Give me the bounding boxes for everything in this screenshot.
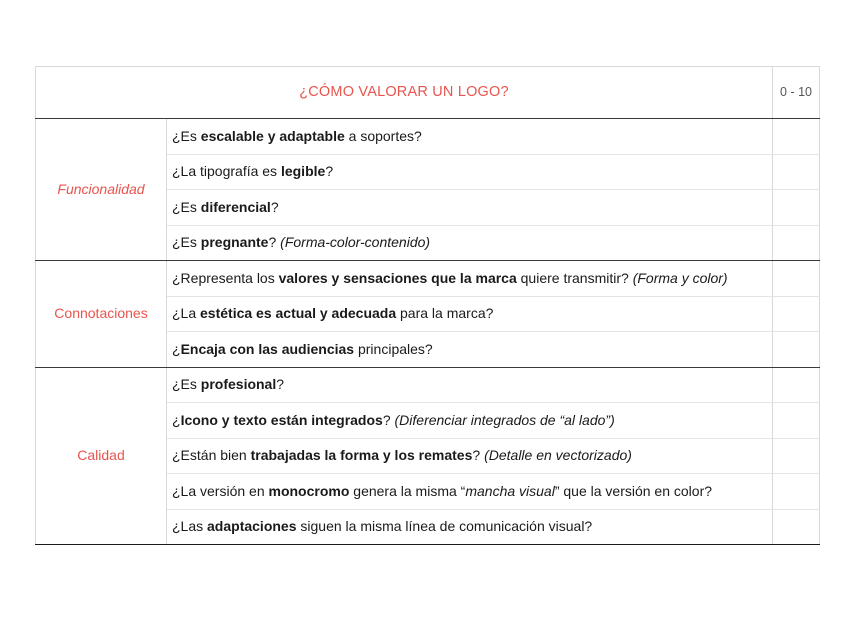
logo-evaluation-sheet bbox=[35, 66, 819, 545]
question-emphasis: escalable y adaptable bbox=[200, 127, 345, 144]
score-cell[interactable] bbox=[773, 119, 820, 155]
question-emphasis: adaptaciones bbox=[207, 518, 297, 535]
category-label: Calidad bbox=[36, 367, 167, 545]
category-label: Connotaciones bbox=[36, 261, 167, 368]
question-text bbox=[167, 438, 773, 474]
question-fragment: ¿Es bbox=[172, 127, 201, 144]
question-text bbox=[167, 474, 773, 510]
question-emphasis: trabajadas la forma y los remates bbox=[250, 447, 473, 464]
question-fragment: ¿La versión en bbox=[172, 482, 269, 499]
question-text bbox=[167, 367, 773, 403]
score-cell[interactable] bbox=[773, 367, 820, 403]
question-emphasis: diferencial bbox=[200, 198, 271, 215]
question-fragment: principales? bbox=[354, 340, 433, 357]
question-emphasis: profesional bbox=[200, 376, 277, 393]
question-fragment: siguen la misma línea de comunicación visual? bbox=[296, 518, 593, 535]
score-cell[interactable] bbox=[773, 225, 820, 261]
question-text bbox=[167, 332, 773, 368]
score-cell[interactable] bbox=[773, 474, 820, 510]
question-row bbox=[36, 367, 820, 403]
score-cell[interactable] bbox=[773, 261, 820, 297]
score-cell[interactable] bbox=[773, 154, 820, 190]
evaluation-table-body bbox=[36, 67, 820, 545]
question-text bbox=[167, 261, 773, 297]
question-fragment: ¿Es bbox=[172, 376, 201, 393]
question-note: (Diferenciar integrados de “al lado”) bbox=[394, 411, 615, 428]
question-fragment: a soportes? bbox=[344, 127, 422, 144]
question-fragment: ¿Están bien bbox=[172, 447, 251, 464]
question-text bbox=[167, 296, 773, 332]
question-fragment: quiere transmitir? bbox=[516, 269, 633, 286]
page-title: ¿CÓMO VALORAR UN LOGO? bbox=[36, 67, 773, 119]
question-note: (Forma-color-contenido) bbox=[280, 234, 431, 251]
question-note: (Detalle en vectorizado) bbox=[484, 447, 632, 464]
question-fragment: ¿Las bbox=[172, 518, 208, 535]
question-text bbox=[167, 225, 773, 261]
question-fragment: ? bbox=[325, 163, 334, 180]
question-fragment: ? bbox=[382, 411, 395, 428]
question-fragment: ¿ bbox=[172, 411, 181, 428]
question-fragment: ¿ bbox=[172, 340, 181, 357]
header-row bbox=[36, 67, 820, 119]
score-cell[interactable] bbox=[773, 438, 820, 474]
question-emphasis: legible bbox=[280, 163, 326, 180]
question-fragment: ? bbox=[472, 447, 485, 464]
question-emphasis: pregnante bbox=[200, 234, 269, 251]
evaluation-table bbox=[35, 66, 820, 545]
question-note: (Forma y color) bbox=[632, 269, 728, 286]
score-cell[interactable] bbox=[773, 296, 820, 332]
question-row bbox=[36, 119, 820, 155]
question-emphasis: valores y sensaciones que la marca bbox=[278, 269, 517, 286]
question-fragment: ” que la versión en color? bbox=[554, 482, 713, 499]
question-text bbox=[167, 119, 773, 155]
question-fragment: genera la misma “ bbox=[349, 482, 466, 499]
category-label: Funcionalidad bbox=[36, 119, 167, 261]
question-fragment: ? bbox=[268, 234, 281, 251]
score-cell[interactable] bbox=[773, 190, 820, 226]
score-cell[interactable] bbox=[773, 332, 820, 368]
score-cell[interactable] bbox=[773, 509, 820, 545]
question-note: mancha visual bbox=[465, 482, 555, 499]
question-fragment: ¿Es bbox=[172, 198, 201, 215]
question-emphasis: estética es actual y adecuada bbox=[200, 305, 397, 322]
score-cell[interactable] bbox=[773, 403, 820, 439]
question-row bbox=[36, 261, 820, 297]
question-fragment: ¿La tipografía es bbox=[172, 163, 281, 180]
question-fragment: ¿La bbox=[172, 305, 201, 322]
question-emphasis: monocromo bbox=[268, 482, 350, 499]
question-emphasis: Encaja con las audiencias bbox=[180, 340, 355, 357]
score-range-label: 0 - 10 bbox=[773, 67, 820, 119]
question-emphasis: Icono y texto están integrados bbox=[180, 411, 383, 428]
question-fragment: ¿Es bbox=[172, 234, 201, 251]
question-fragment: ? bbox=[270, 198, 279, 215]
question-fragment: ¿Representa los bbox=[172, 269, 279, 286]
question-text bbox=[167, 190, 773, 226]
question-fragment: para la marca? bbox=[396, 305, 494, 322]
question-text bbox=[167, 509, 773, 545]
question-text bbox=[167, 403, 773, 439]
question-fragment: ? bbox=[276, 376, 285, 393]
question-text bbox=[167, 154, 773, 190]
